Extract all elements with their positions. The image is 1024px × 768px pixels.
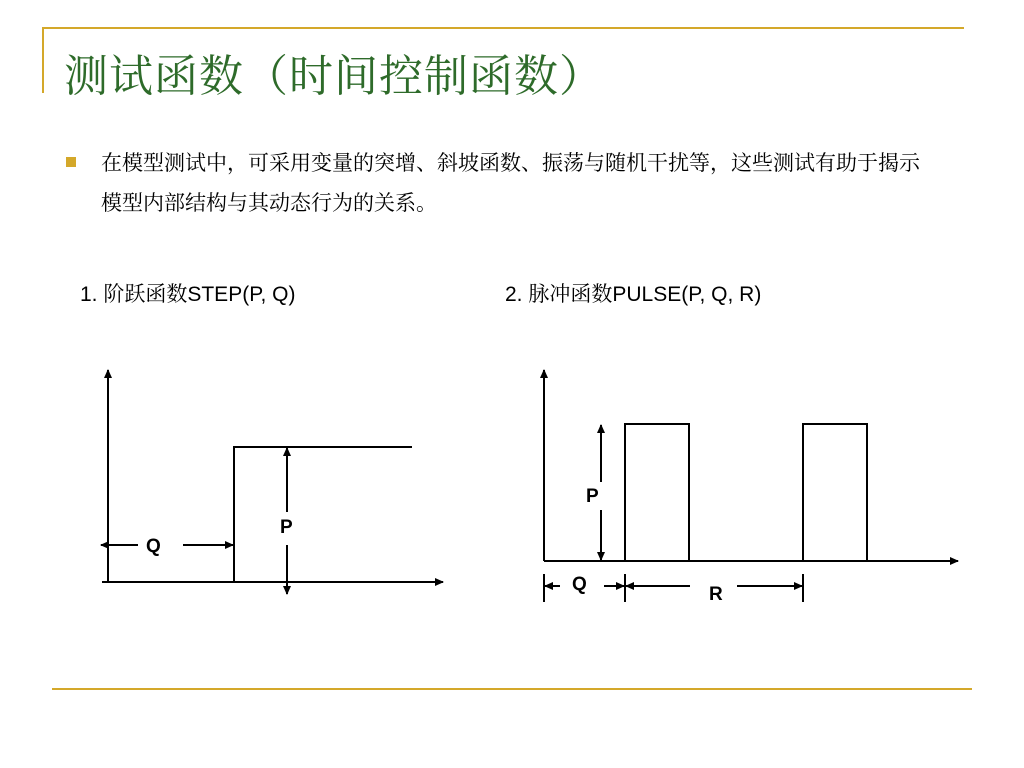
pulse-1 (625, 424, 689, 561)
body-paragraph: 在模型测试中，可采用变量的突增、斜坡函数、振荡与随机干扰等，这些测试有助于揭示模型内部结构与其动态行为的关系。 (101, 151, 920, 215)
pulse-label-r: R (709, 584, 723, 605)
bottom-rule (52, 688, 972, 690)
step-diagram (101, 370, 443, 594)
pulse-label-q: Q (572, 574, 587, 595)
pulse-label-p: P (586, 486, 599, 507)
step-label-q: Q (146, 536, 161, 557)
step-caption: 1. 阶跃函数STEP(P, Q) (80, 283, 296, 306)
pulse-caption: 2. 脉冲函数PULSE(P, Q, R) (505, 283, 762, 306)
pulse-2 (803, 424, 867, 561)
slide-title: 测试函数（时间控制函数） (64, 51, 604, 102)
pulse-diagram (544, 370, 958, 602)
step-signal (234, 447, 412, 582)
step-label-p: P (280, 517, 293, 538)
